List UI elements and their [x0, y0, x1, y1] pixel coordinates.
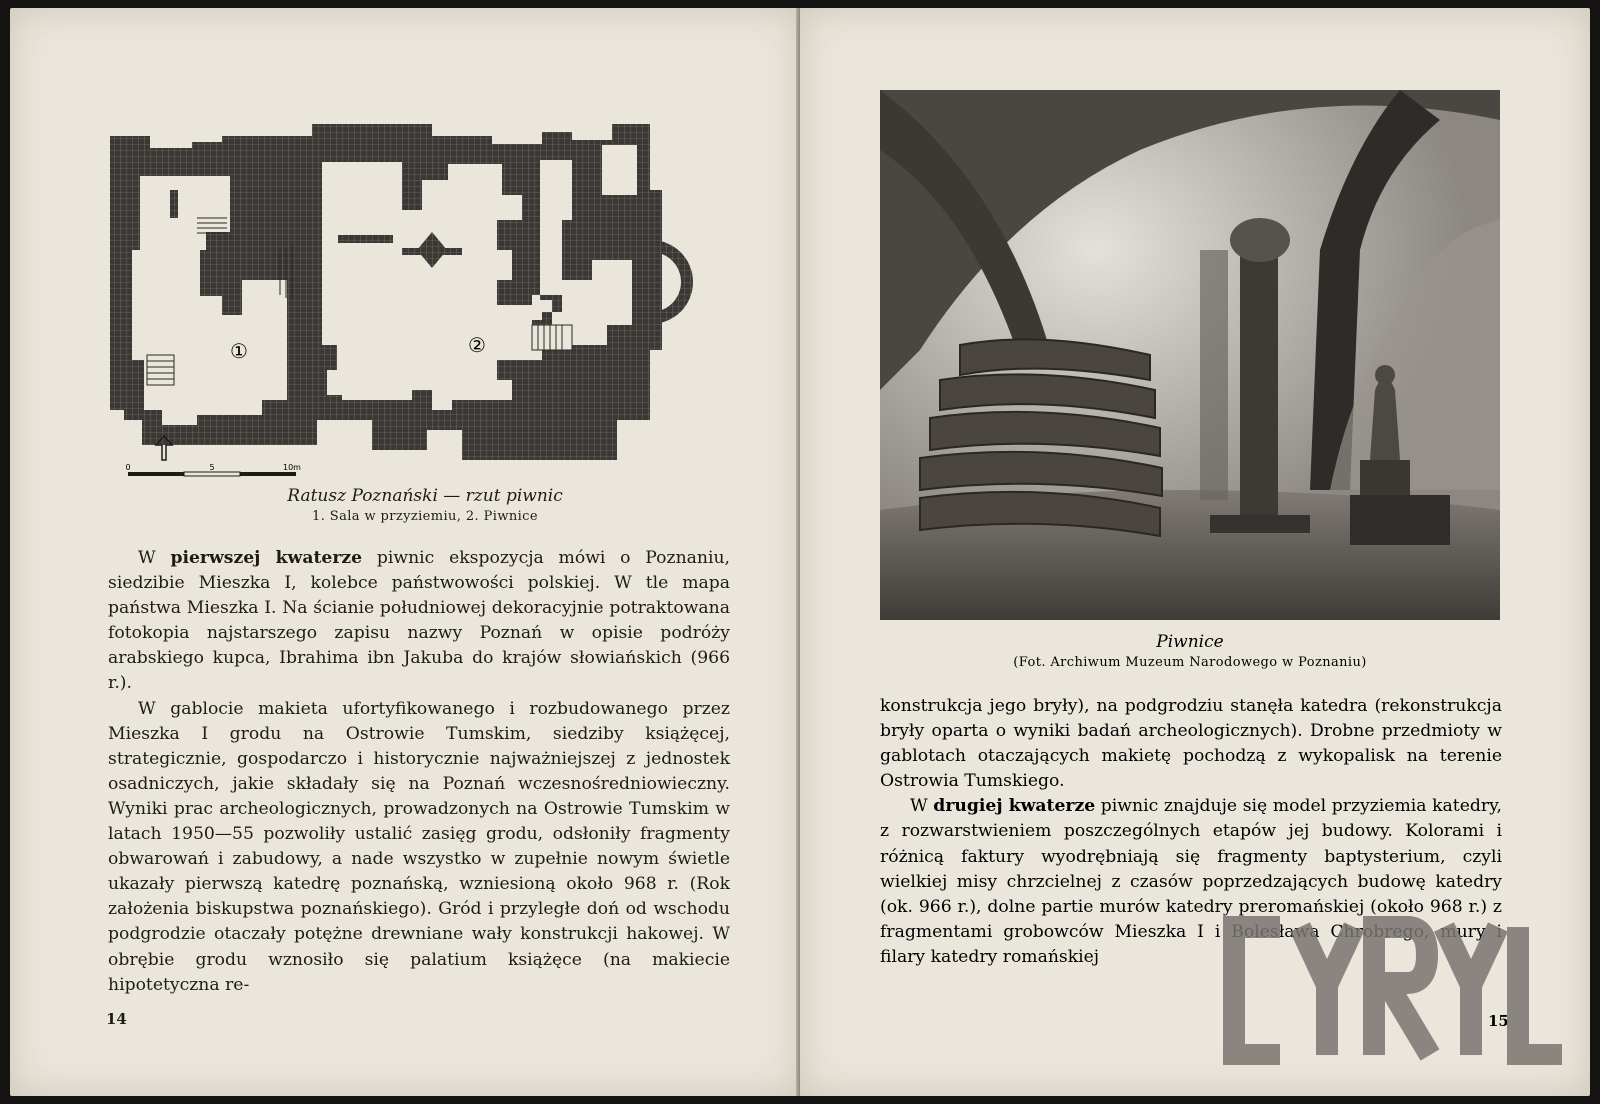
paragraph-3: konstrukcja jego bryły), na podgrodziu stanęła katedra (rekonstrukcja bryły oparta o wyniki badań archeologicznych). Drobne przedmioty w gablotach otaczających makietę pochodzą z wykopalisk na terenie Ostrowia Tumskiego.	[880, 696, 1502, 792]
scale-bar	[125, 463, 301, 476]
bold-term: pierwszej kwaterze	[170, 548, 363, 568]
page-number-right: 15	[1488, 1012, 1509, 1030]
floor-plan-figure	[102, 120, 742, 506]
photo-caption-subtitle: (Fot. Archiwum Muzeum Narodowego w Poznaniu)	[1013, 655, 1367, 670]
bold-term: drugiej kwaterze	[933, 796, 1096, 817]
paragraph-1: W pierwszej kwaterze piwnic ekspozycja mówi o Poznaniu, siedzibie Mieszka I, kolebce państwowości polskiej. W tle mapa państwa Mieszka I. Na ścianie południowej dekoracyjnie potraktowana fotokopia najstarszego zapisu nazwy Poznań w opisie podróży arabskiego kupca, Ibrahima ibn Jakuba do krajów słowiańskich (966 r.).	[108, 548, 730, 694]
room-label-1: ①	[230, 339, 248, 363]
room-label-2: ②	[468, 333, 486, 357]
page-number-left: 14	[106, 1010, 127, 1028]
paragraph-4: W drugiej kwaterze piwnic znajduje się model przyziemia katedry, z rozwarstwieniem poszczególnych etapów jej budowy. Kolorami i różnicą faktury wyodrębniają się fragmenty baptysterium, czyli wielkiej misy chrzcielnej z czasów poprzedzających budowę katedry (ok. 966 r.), dolne partie murów katedry preromańskiej (około 968 r.) z fragmentami grobowców Mieszka I i Bolesława Chrobrego, mury i filary katedry romańskiej	[880, 796, 1502, 967]
cellar-photograph	[880, 90, 1500, 620]
scale-label-10m: 10m	[283, 463, 301, 472]
figure-caption-title: Ratusz Poznański — rzut piwnic	[287, 486, 563, 506]
figure-caption-subtitle: 1. Sala w przyziemiu, 2. Piwnice	[312, 509, 538, 524]
cyryl-watermark-logo	[1222, 915, 1564, 1065]
photo-caption-title: Piwnice	[1156, 632, 1224, 652]
floor-plan-walls	[110, 124, 693, 460]
paragraph-2: W gablocie makieta ufortyfikowanego i rozbudowanego przez Mieszka I grodu na Ostrowie Tumskim, siedziby książęcej, strategicznie, gospodarczo i historycznie najważniejszej z jednostek osadniczych, jakie składały się na Poznań wczesnośredniowieczny. Wyniki prac archeologicznych, prowadzonych na Ostrowie Tumskim w latach 1950—55 pozwoliły ustalić zasięg grodu, odsłoniły fragmenty obwarowań i zabudowy, a nade wszystko w zupełnie nowym świetle ukazały pierwszą katedrę poznańską, wzniesioną około 968 r. (Rok założenia biskupstwa poznańskiego). Gród i przyległe doń od wschodu podgrodzie otaczały potężne drewniane wały konstrukcji hakowej. W obrębie grodu wznosiło się palatium książęce (na makiecie hipotetyczna re-	[108, 698, 730, 995]
scale-label-5: 5	[209, 463, 215, 472]
scale-label-0: 0	[125, 463, 131, 472]
left-body-text	[108, 546, 730, 998]
room-markers	[230, 333, 486, 363]
left-page	[10, 8, 800, 1096]
